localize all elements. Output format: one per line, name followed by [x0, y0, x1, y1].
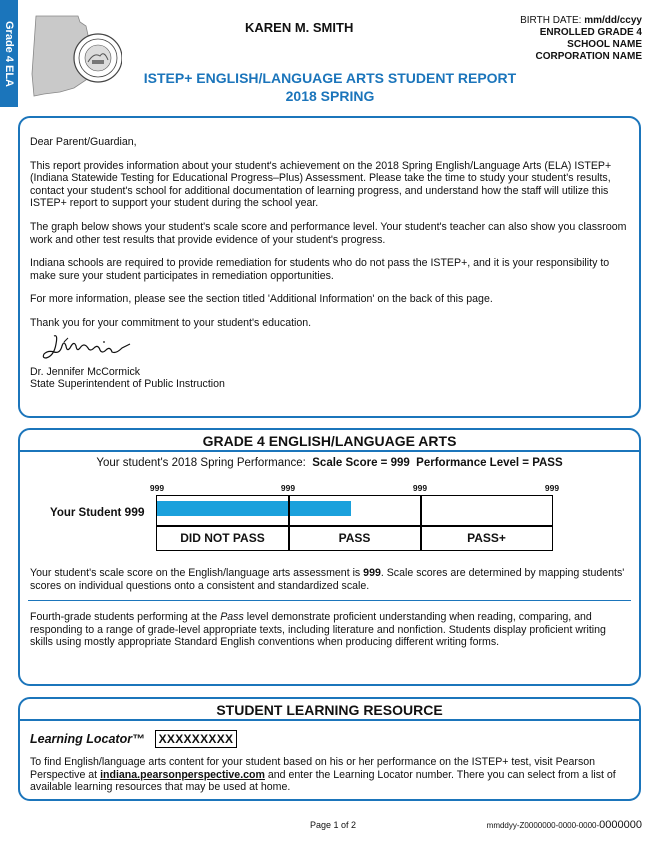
learning-resource-panel	[18, 697, 641, 801]
resource-instructions	[20, 748, 639, 794]
document-id	[487, 819, 642, 831]
parent-letter-panel	[18, 116, 641, 418]
performance-summary	[20, 457, 639, 469]
letter-paragraph-5: Thank you for your commitment to your student's education.	[30, 316, 312, 329]
pearson-perspective-link[interactable]: indiana.pearsonperspective.com	[100, 768, 265, 781]
corporation-name: CORPORATION NAME	[535, 51, 642, 62]
letter-paragraph-4: For more information, please see the section titled 'Additional Information' on the back of this page.	[30, 293, 493, 306]
student-score-label	[50, 505, 145, 519]
school-name: SCHOOL NAME	[567, 39, 642, 50]
letter-paragraph-3: Indiana schools are required to provide remediation for students who do not pass the ISTEP+, and it is your responsibility to make sure your student participates in remediation opportunities.	[30, 257, 610, 282]
performance-prefix: Your student's 2018 Spring Performance:	[96, 457, 306, 469]
chart-tick-label: 999	[544, 483, 560, 493]
page-number: Page 1 of 2	[310, 820, 357, 830]
student-label-text: Your Student	[50, 507, 122, 519]
level-pass: PASS	[338, 531, 371, 545]
signature-image	[40, 332, 136, 364]
student-score-value: 999	[124, 505, 145, 519]
heading-divider	[20, 450, 639, 452]
desc-suffix: level demonstrate proficient understanding when reading, comparing, and responding to a range of grade-level appropriate texts, including literature and nonfiction. Students display proficient writing skills using mostly appropriate Standard English conventions when producing different writing forms.	[30, 611, 606, 649]
desc-level: Pass	[220, 611, 244, 624]
chart-divider-horizontal	[157, 525, 552, 527]
letter-paragraph-2: The graph below shows your student's scale score and performance level. Your student's teacher can also show you classroom work and other test results that provide evidence of your student's progress.	[30, 220, 627, 246]
letter-paragraph-1: This report provides information about your student's achievement on the 2018 Spring English/Language Arts (ELA) ISTEP+ (Indiana Statewide Testing for Educational Progress–Plus) Assessment. Please take the time to study your student's results, contact your student's school for additional documentation of learning progress, and understand how the staff will utilize this ISTEP+ report to support your student during the school year.	[30, 159, 612, 210]
learning-locator-row	[20, 721, 639, 748]
document-id-prefix: mmddyy-Z0000000-0000-0000-	[486, 821, 600, 830]
grade-section-heading: GRADE 4 ENGLISH/LANGUAGE ARTS	[202, 433, 457, 449]
resource-section-heading: STUDENT LEARNING RESOURCE	[216, 702, 443, 718]
learning-locator-label: Learning Locator™	[30, 732, 145, 746]
indiana-state-seal-icon	[30, 14, 122, 98]
student-score-bar	[157, 501, 351, 516]
performance-level-text: Performance Level = PASS	[416, 457, 563, 469]
document-id-suffix: 0000000	[599, 819, 642, 831]
side-grade-tab	[0, 0, 18, 107]
grade-results-panel	[18, 428, 641, 686]
resource-text-suffix: and enter the Learning Locator number. There you can select from a list of available learning resources that may be used at home.	[30, 768, 616, 794]
level-pass-plus: PASS+	[467, 531, 506, 545]
birth-date-value: mm/dd/ccyy	[584, 15, 642, 26]
scale-score-text: Scale Score = 999	[312, 457, 410, 469]
report-title: ISTEP+ ENGLISH/LANGUAGE ARTS STUDENT REPORT	[143, 70, 517, 86]
report-subtitle: 2018 SPRING	[285, 88, 375, 104]
explain-suffix: . Scale scores are determined by mapping students' scores on individual questions onto a consistent and standardized scale.	[30, 567, 625, 592]
level-did-not-pass: DID NOT PASS	[180, 531, 265, 545]
signer-name: Dr. Jennifer McCormick	[30, 365, 141, 378]
letter-greeting: Dear Parent/Guardian,	[30, 136, 137, 148]
student-info-block	[520, 15, 642, 63]
chart-tick-label: 999	[412, 483, 428, 493]
enrolled-grade: ENROLLED GRADE 4	[539, 27, 642, 38]
scale-score-explanation	[20, 567, 639, 592]
resource-text-prefix: To find English/language arts content for your student based on his or her performance on the ISTEP+ test, visit Pearson Perspective at	[30, 756, 596, 781]
side-tab-label: Grade 4 ELA	[3, 20, 15, 87]
performance-bar-chart	[156, 495, 553, 551]
signer-title: State Superintendent of Public Instruction	[30, 378, 225, 391]
learning-locator-code: XXXXXXXXX	[155, 730, 238, 748]
student-name: KAREN M. SMITH	[245, 20, 354, 35]
desc-prefix: Fourth-grade students performing at the	[30, 611, 221, 624]
explain-score: 999	[363, 567, 381, 579]
chart-tick-label: 999	[280, 483, 296, 493]
chart-tick-label: 999	[149, 483, 165, 493]
performance-description	[20, 611, 639, 649]
section-divider	[28, 600, 631, 601]
birth-date-line	[520, 15, 642, 27]
score-chart	[20, 469, 639, 567]
explain-prefix: Your student's scale score on the English/language arts assessment is	[30, 567, 364, 579]
birth-date-label: BIRTH DATE:	[520, 15, 582, 26]
